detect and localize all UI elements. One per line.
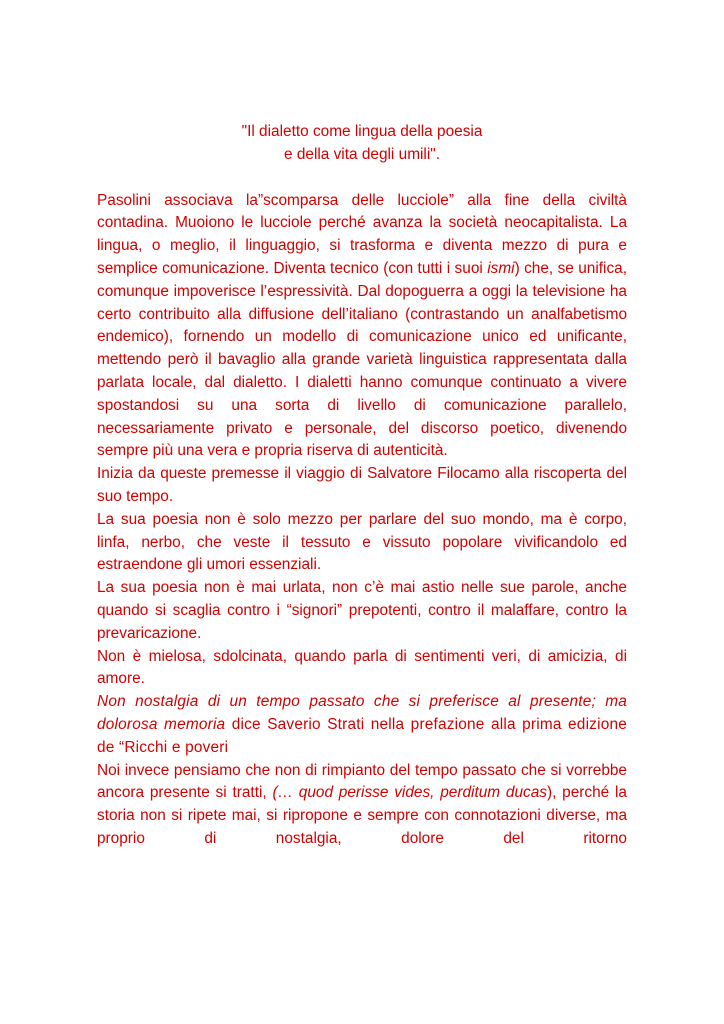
paragraph-6-text: dice Saverio Strati nella prefazione alla prima edizione de “Ricchi e poveri (97, 715, 627, 756)
paragraph-4: La sua poesia non è mai urlata, non c’è mai astio nelle sue parole, anche quando si scaglia contro i “signori” prepotenti, contro il malaffare, contro la prevaricazione. (97, 579, 627, 642)
document-title (97, 121, 627, 167)
paragraph-5: Non è mielosa, sdolcinata, quando parla di sentimenti veri, di amicizia, di amore. (97, 647, 627, 688)
paragraph-1-text-a: Pasolini associava la”scomparsa delle lucciole” alla fine della civiltà contadina. Muoiono le lucciole perché avanza la società neocapitalista. La lingua, o meglio, il linguaggio, si trasforma e diventa mezzo di pura e semplice comunicazione. Diventa tecnico (con tutti i suoi (97, 191, 627, 277)
paragraph-7-text-a: Noi invece pensiamo che non di rimpianto del tempo passato che si vorrebbe ancora presente si tratti, (97, 761, 627, 802)
paragraph-2: Inizia da queste premesse il viaggio di Salvatore Filocamo alla riscoperta del suo tempo. (97, 465, 627, 505)
title-line-2: e della vita degli umili". (283, 145, 441, 163)
paragraph-1-text-b: ) che, se unifica, comunque impoverisce l’espressività. Dal dopoguerra a oggi la televisione ha certo contribuito alla diffusione dell’italiano (contrastando un analfabetismo endemico), fornendo un modello di comunicazione unico ed unificante, mettendo però il bavaglio alla grande varietà linguistica rappresentata dalla parlata locale, dal dialetto. I dialetti hanno comunque continuato a vivere spostandosi su una sorta di livello di comunicazione parallelo, necessariamente privato e personale, del discorso poetico, divenendo sempre più una vera e propria riserva di autenticità. (97, 259, 627, 460)
paragraph-3: La sua poesia non è solo mezzo per parlare del suo mondo, ma è corpo, linfa, nerbo, che veste il tessuto e vissuto popolare vivificandolo ed estraendone gli umori essenziali. (97, 510, 627, 574)
paragraph-6 (97, 691, 627, 759)
paragraph-7-text-b: ), perché la storia non si ripete mai, si ripropone e sempre con connotazioni diverse, ma proprio di nostalgia, dolore del ritorno (97, 784, 627, 847)
paragraph-6-quote: Non nostalgia di un tempo passato che si preferisce al presente; ma dolorosa memoria (97, 693, 627, 733)
paragraph-1 (97, 190, 627, 464)
paragraph-1-ismi: ismi (487, 259, 515, 277)
title-line-1: "Il dialetto come lingua della poesia (241, 123, 483, 140)
document-page (97, 121, 627, 851)
paragraph-7 (97, 760, 627, 851)
paragraph-7-latin-quote: (… quod perisse vides, perditum ducas (272, 784, 547, 802)
